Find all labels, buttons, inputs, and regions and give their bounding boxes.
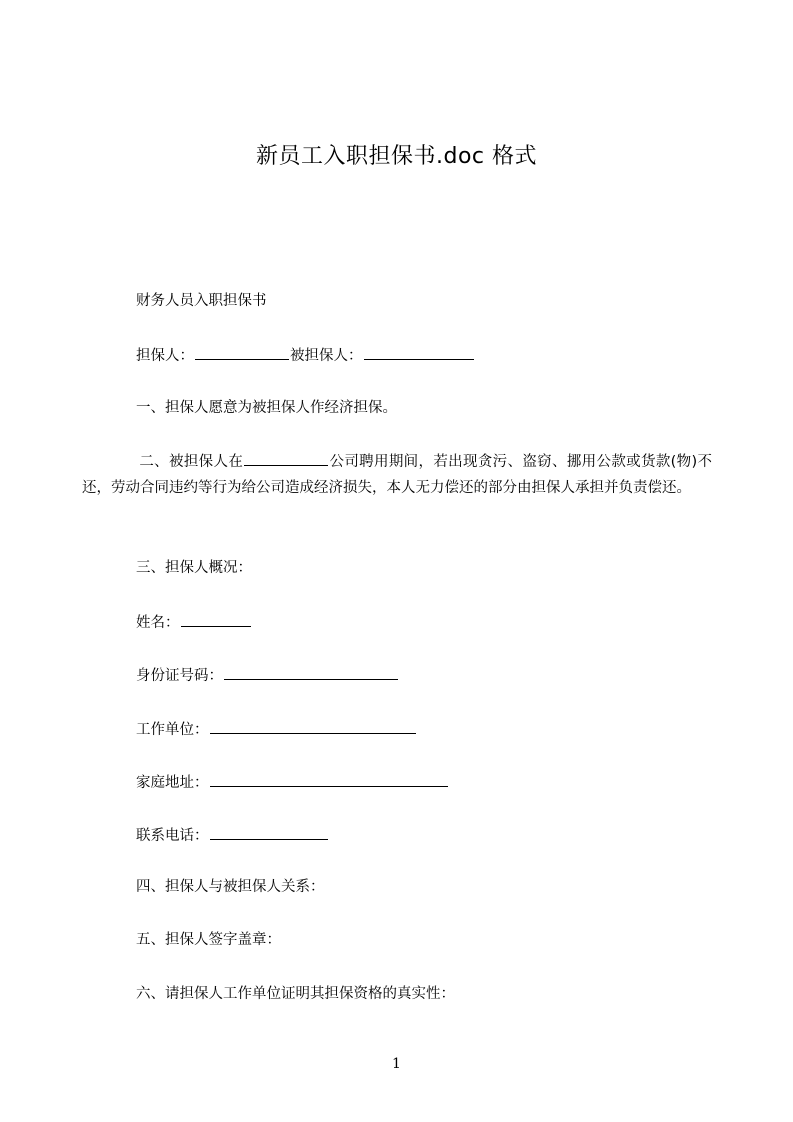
clause-6: 六、请担保人工作单位证明其担保资格的真实性： — [136, 986, 455, 1002]
work-blank — [210, 718, 416, 734]
clause-5: 五、担保人签字盖章： — [136, 932, 281, 948]
phone-blank — [210, 824, 328, 840]
clause-4: 四、担保人与被担保人关系： — [136, 879, 325, 895]
parties-line — [136, 344, 475, 366]
clause-3: 三、担保人概况： — [136, 560, 252, 576]
clause-2-part1: 二、被担保人在 — [139, 454, 244, 470]
address-line — [136, 771, 449, 793]
page-number: 1 — [392, 1056, 401, 1072]
id-line — [136, 664, 399, 686]
phone-label: 联系电话： — [136, 828, 209, 844]
clause-2-part2: 公司聘用期间，若出现贪污、盗窃、挪用公款或货款(物)不还，劳动合同违约等行为给公司造成经济损失，本人无力偿还的部分由担保人承担并负责偿还。 — [82, 454, 712, 496]
name-blank — [181, 611, 251, 627]
guarantor-blank — [195, 344, 289, 360]
document-subtitle: 财务人员入职担保书 — [136, 293, 267, 309]
name-line — [136, 611, 252, 633]
guaranteed-label: 被担保人： — [290, 348, 363, 364]
company-blank — [244, 450, 328, 466]
clause-1: 一、担保人愿意为被担保人作经济担保。 — [136, 400, 397, 416]
work-label: 工作单位： — [136, 722, 209, 738]
work-line — [136, 718, 417, 740]
phone-line — [136, 824, 329, 846]
id-blank — [224, 664, 398, 680]
document-title: 新员工入职担保书.doc 格式 — [255, 144, 537, 169]
clause-2 — [82, 449, 712, 501]
guarantor-label: 担保人： — [136, 348, 194, 364]
id-label: 身份证号码： — [136, 668, 223, 684]
name-label: 姓名： — [136, 615, 180, 631]
address-blank — [210, 771, 448, 787]
address-label: 家庭地址： — [136, 775, 209, 791]
guaranteed-blank — [364, 344, 474, 360]
